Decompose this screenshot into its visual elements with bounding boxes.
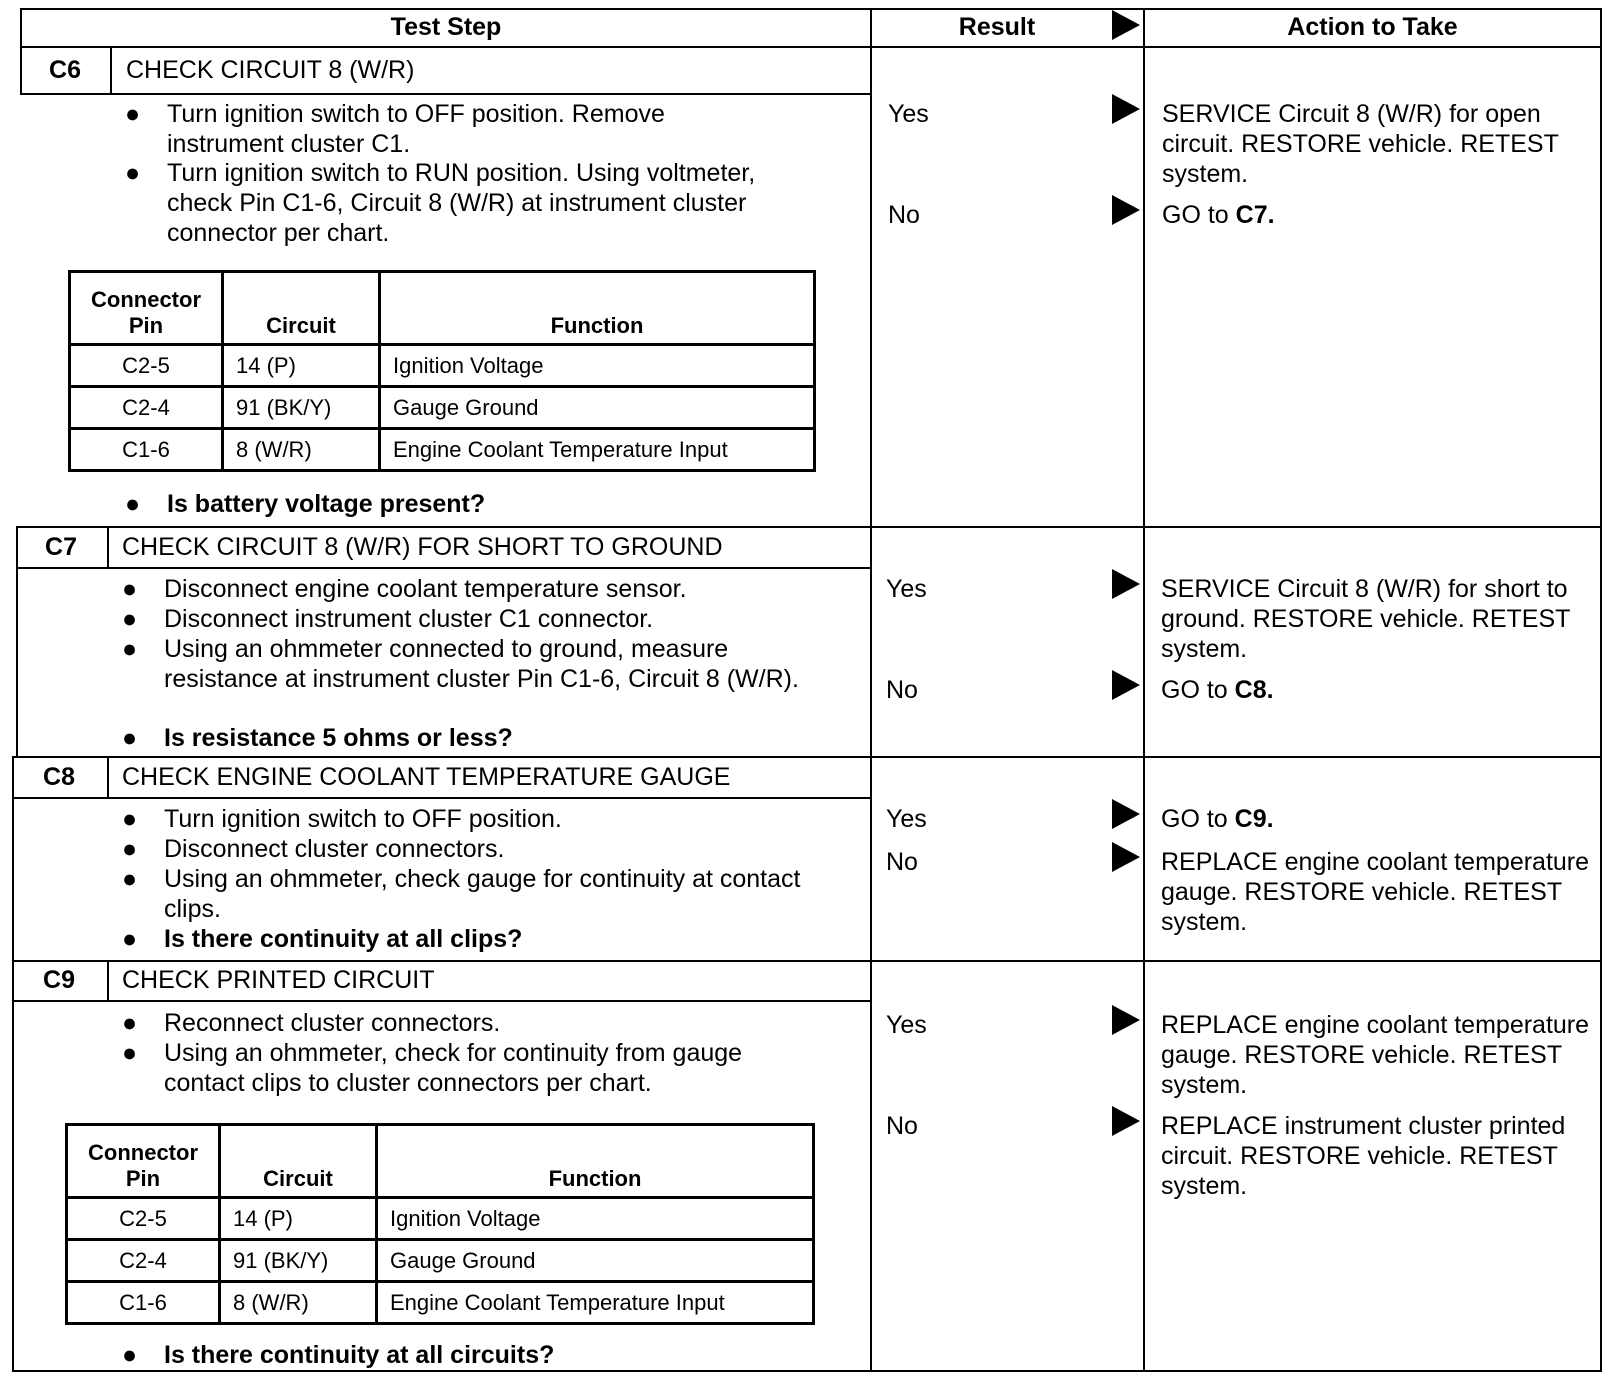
header-result: Result: [958, 13, 1036, 41]
step-question: Is there continuity at all circuits?: [164, 1341, 555, 1369]
header-arrow-icon: [1112, 10, 1140, 40]
cell-circuit: 14 (P): [223, 345, 380, 387]
col-connector-pin: Connector Pin: [67, 1125, 220, 1198]
result-no: No: [886, 848, 918, 876]
action-text: GO to C7.: [1162, 201, 1275, 229]
step-bullet: Using an ohmmeter, check for continuity from gauge contact clips to cluster connectors per chart.: [164, 1039, 743, 1097]
cell-function: Ignition Voltage: [380, 345, 815, 387]
bullet-icon: ●: [122, 1039, 138, 1067]
table-row: [70, 387, 815, 429]
table-row: [67, 1282, 814, 1324]
result-yes: Yes: [888, 100, 929, 128]
bullet-icon: ●: [122, 865, 138, 893]
step-title: CHECK PRINTED CIRCUIT: [122, 966, 435, 994]
step-bullet: Disconnect engine coolant temperature sensor.: [164, 575, 687, 603]
cell-pin: C1-6: [67, 1282, 220, 1324]
result-yes: Yes: [886, 805, 927, 833]
step-bullet: Reconnect cluster connectors.: [164, 1009, 501, 1037]
col-connector-pin: Connector Pin: [70, 272, 223, 345]
cell-pin: C2-5: [70, 345, 223, 387]
arrow-icon: [1112, 195, 1140, 225]
connector-table: [68, 270, 816, 472]
action-text: SERVICE Circuit 8 (W/R) for short to ground. RESTORE vehicle. RETEST system.: [1161, 575, 1570, 663]
step-code: C6: [49, 56, 81, 84]
col-function: Function: [380, 272, 815, 345]
col-circuit: Circuit: [220, 1125, 377, 1198]
result-no: No: [886, 676, 918, 704]
step-bullet: Disconnect cluster connectors.: [164, 835, 505, 863]
bullet-icon: ●: [125, 100, 141, 128]
result-no: No: [886, 1112, 918, 1140]
step-bullet: Disconnect instrument cluster C1 connector.: [164, 605, 654, 633]
action-text: GO to C9.: [1161, 805, 1274, 833]
header-test-step: Test Step: [390, 13, 502, 41]
action-text: SERVICE Circuit 8 (W/R) for open circuit. RESTORE vehicle. RETEST system.: [1162, 100, 1559, 188]
table-row: [70, 429, 815, 471]
arrow-icon: [1112, 569, 1140, 599]
table-row: [70, 345, 815, 387]
bullet-icon: ●: [125, 159, 141, 187]
action-text: REPLACE engine coolant temperature gauge. RESTORE vehicle. RETEST system.: [1161, 848, 1590, 936]
cell-pin: C1-6: [70, 429, 223, 471]
header-action: Action to Take: [1287, 13, 1458, 41]
cell-circuit: 91 (BK/Y): [220, 1240, 377, 1282]
bullet-icon: ●: [122, 635, 138, 663]
action-text: REPLACE instrument cluster printed circuit. RESTORE vehicle. RETEST system.: [1161, 1112, 1566, 1200]
step-title: CHECK CIRCUIT 8 (W/R): [126, 56, 415, 84]
table-row: [67, 1240, 814, 1282]
bullet-icon: ●: [122, 925, 138, 953]
arrow-icon: [1112, 1005, 1140, 1035]
step-question: Is there continuity at all clips?: [164, 925, 523, 953]
step-code: C9: [43, 966, 75, 994]
step-title: CHECK CIRCUIT 8 (W/R) FOR SHORT TO GROUND: [122, 533, 723, 561]
action-text: REPLACE engine coolant temperature gauge. RESTORE vehicle. RETEST system.: [1161, 1011, 1590, 1099]
step-bullet: Turn ignition switch to RUN position. Using voltmeter, check Pin C1-6, Circuit 8 (W/R) at instrument cluster connector per chart.: [167, 159, 756, 247]
cell-circuit: 14 (P): [220, 1198, 377, 1240]
arrow-icon: [1112, 1106, 1140, 1136]
result-yes: Yes: [886, 575, 927, 603]
bullet-icon: ●: [122, 835, 138, 863]
cell-function: Gauge Ground: [380, 387, 815, 429]
connector-table: [65, 1123, 815, 1325]
step-bullet: Turn ignition switch to OFF position.: [164, 805, 562, 833]
step-bullet: Using an ohmmeter connected to ground, measure resistance at instrument cluster Pin C1-6, Circuit 8 (W/R).: [164, 635, 799, 693]
action-text: GO to C8.: [1161, 676, 1274, 704]
step-question: Is resistance 5 ohms or less?: [164, 724, 513, 752]
step-question: Is battery voltage present?: [167, 490, 486, 518]
step-title: CHECK ENGINE COOLANT TEMPERATURE GAUGE: [122, 763, 731, 791]
cell-function: Gauge Ground: [377, 1240, 814, 1282]
step-code: C8: [43, 763, 75, 791]
cell-circuit: 8 (W/R): [220, 1282, 377, 1324]
cell-function: Ignition Voltage: [377, 1198, 814, 1240]
bullet-icon: ●: [122, 805, 138, 833]
bullet-icon: ●: [122, 1009, 138, 1037]
cell-function: Engine Coolant Temperature Input: [380, 429, 815, 471]
step-bullet: Using an ohmmeter, check gauge for continuity at contact clips.: [164, 865, 801, 923]
arrow-icon: [1112, 842, 1140, 872]
table-row: [67, 1198, 814, 1240]
cell-circuit: 91 (BK/Y): [223, 387, 380, 429]
bullet-icon: ●: [125, 490, 141, 518]
arrow-icon: [1112, 799, 1140, 829]
cell-pin: C2-5: [67, 1198, 220, 1240]
bullet-icon: ●: [122, 575, 138, 603]
cell-circuit: 8 (W/R): [223, 429, 380, 471]
bullet-icon: ●: [122, 724, 138, 752]
step-bullet: Turn ignition switch to OFF position. Remove instrument cluster C1.: [167, 100, 665, 158]
result-no: No: [888, 201, 920, 229]
result-yes: Yes: [886, 1011, 927, 1039]
col-function: Function: [377, 1125, 814, 1198]
arrow-icon: [1112, 94, 1140, 124]
cell-pin: C2-4: [70, 387, 223, 429]
cell-function: Engine Coolant Temperature Input: [377, 1282, 814, 1324]
step-code: C7: [45, 533, 77, 561]
bullet-icon: ●: [122, 605, 138, 633]
cell-pin: C2-4: [67, 1240, 220, 1282]
arrow-icon: [1112, 670, 1140, 700]
col-circuit: Circuit: [223, 272, 380, 345]
bullet-icon: ●: [122, 1341, 138, 1369]
